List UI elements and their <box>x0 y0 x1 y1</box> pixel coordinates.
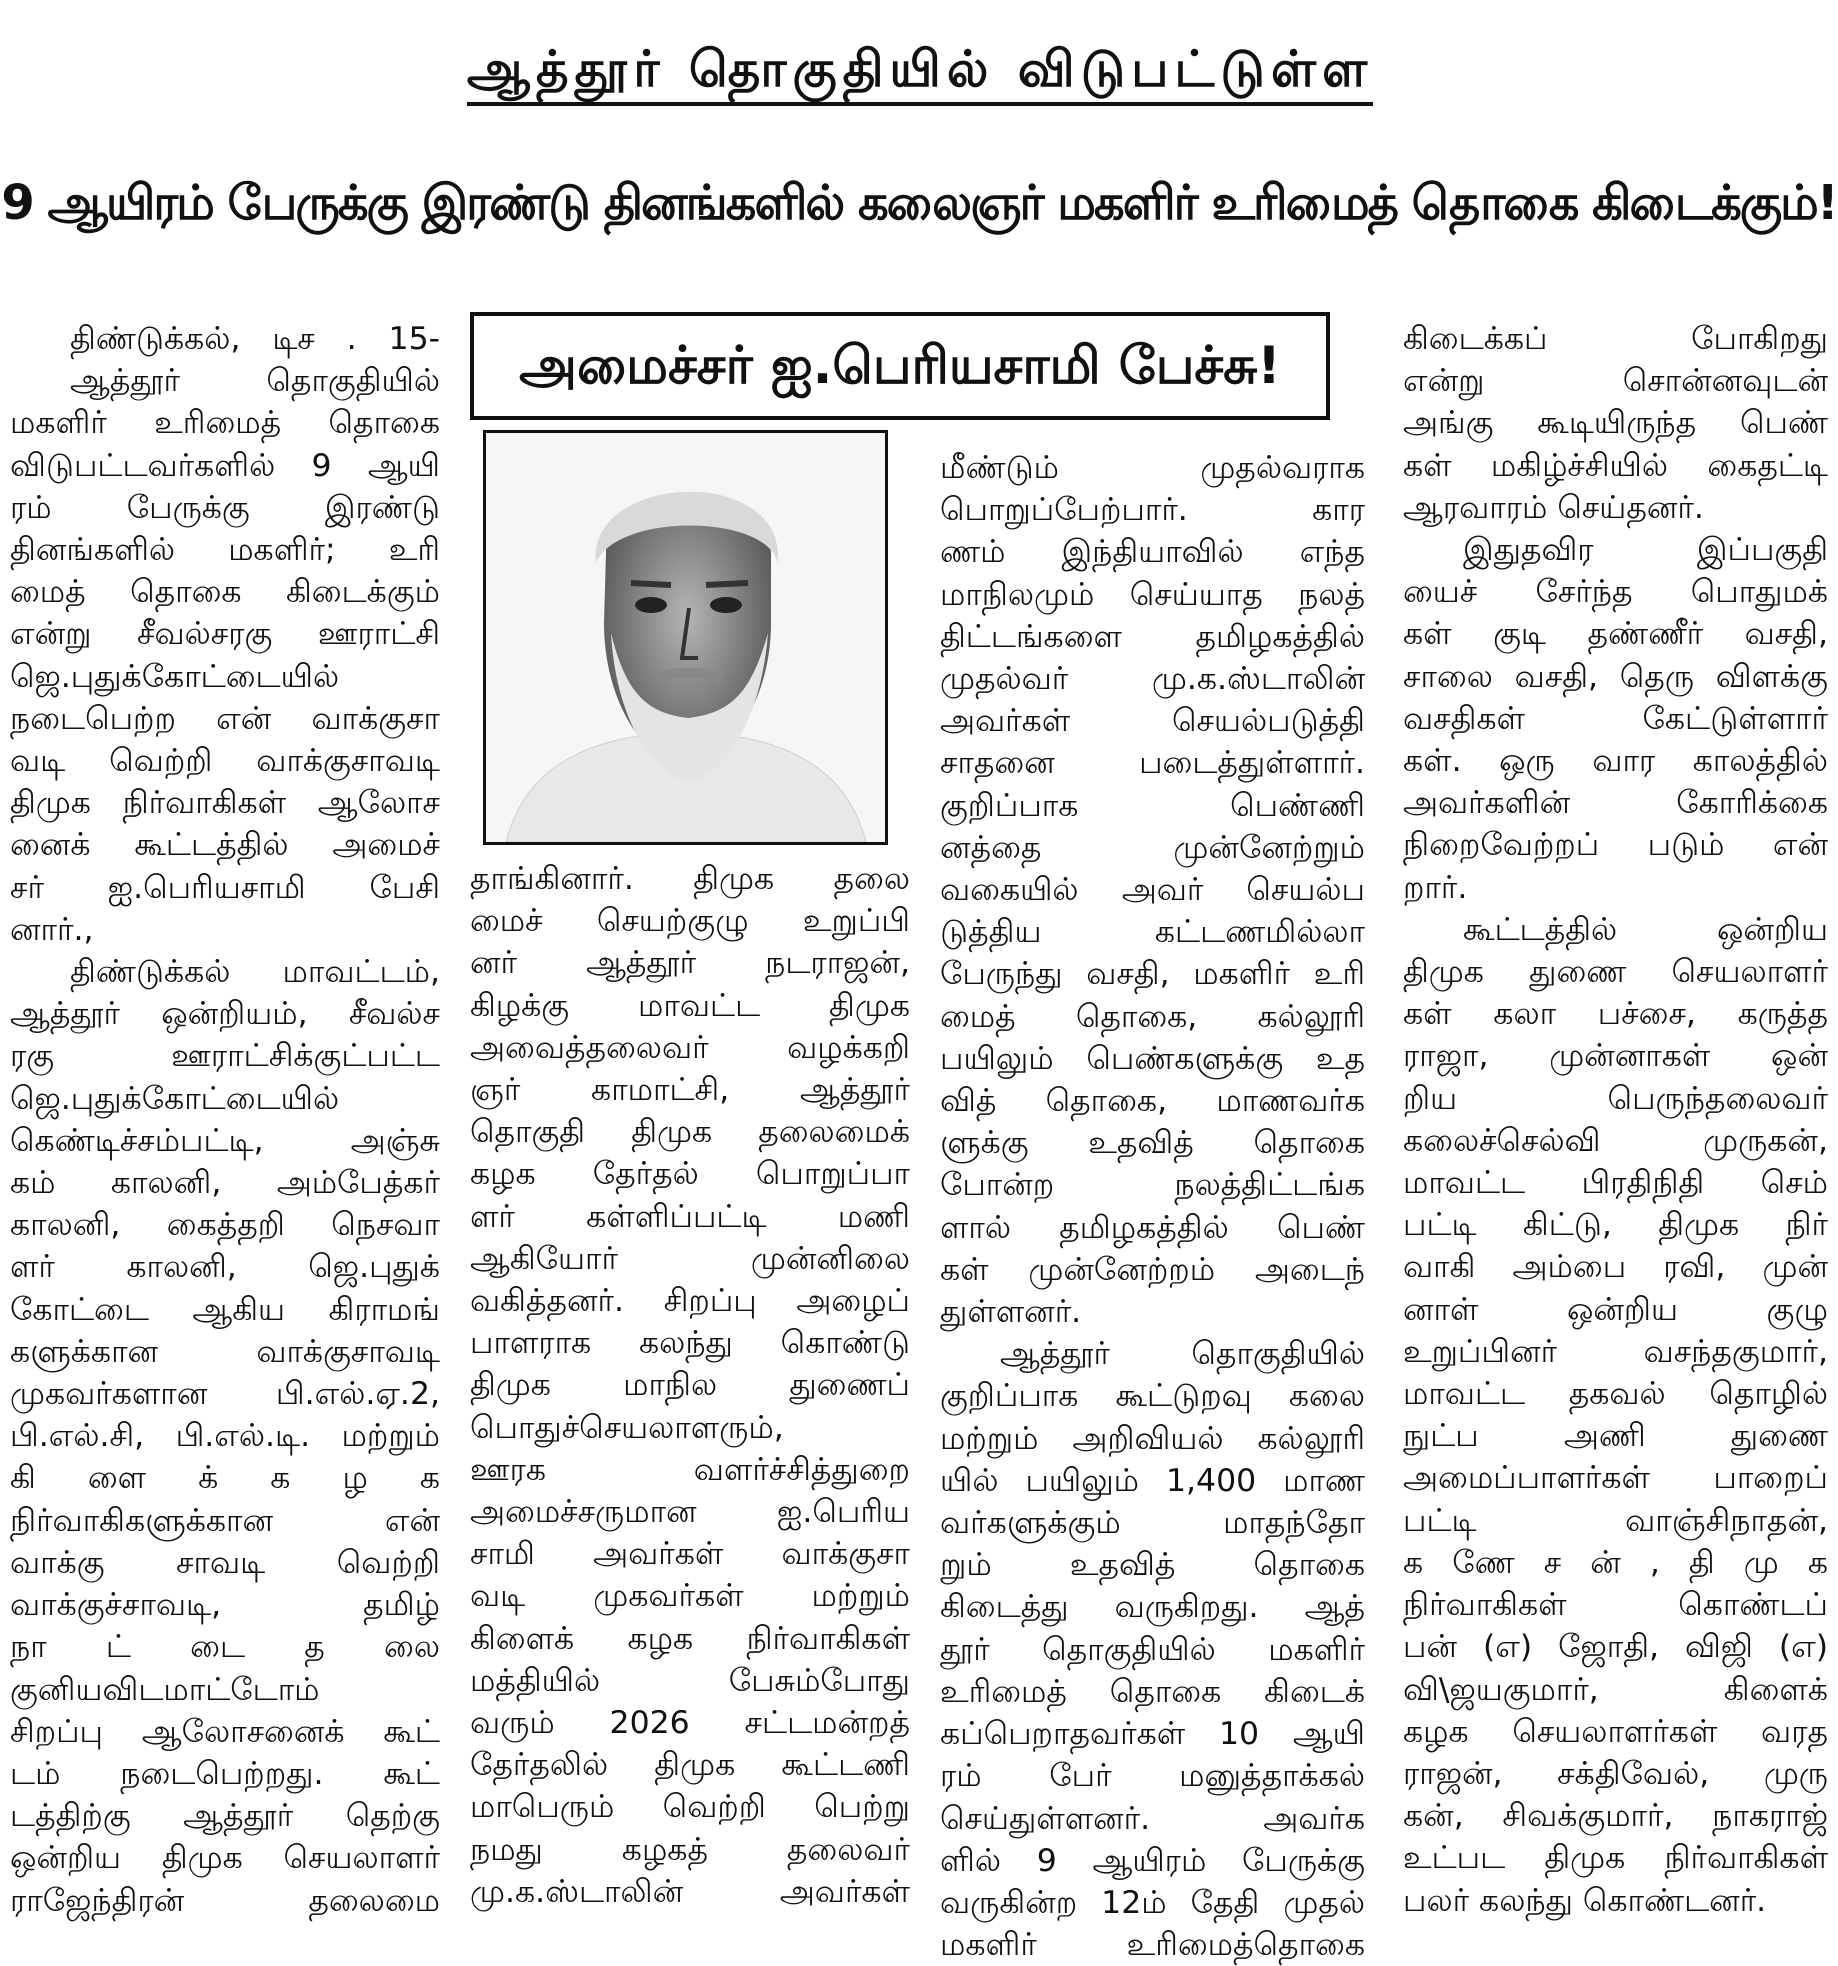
text-line: வித் தொகை, மாணவர்க <box>940 1083 1365 1120</box>
text-line: துள்ளனர். <box>940 1294 1082 1331</box>
text-line: கள் மகிழ்ச்சியில் கைதட்டி <box>1403 447 1828 484</box>
text-line: முகவர்களான பி.எல்.ஏ.2, <box>10 1376 440 1413</box>
text-line: வகித்தனர். சிறப்பு அழைப் <box>470 1283 910 1320</box>
text-line: முதல்வர் மு.க.ஸ்டாலின் <box>940 661 1365 698</box>
text-line: மற்றும் அறிவியல் கல்லூரி <box>940 1420 1365 1457</box>
text-line: திமுக மாநில துணைப் <box>470 1367 910 1404</box>
text-line: ஆகியோர் முன்னிலை <box>470 1240 910 1277</box>
text-line: கிழக்கு மாவட்ட திமுக <box>470 987 910 1024</box>
text-line: கள். ஒரு வார காலத்தில் <box>1403 743 1828 780</box>
text-line: குறிப்பாக பெண்ணி <box>940 787 1365 824</box>
text-line: டுத்திய கட்டணமில்லா <box>940 914 1365 951</box>
text-line: ஒன்றிய திமுக செயலாளர் <box>10 1840 440 1877</box>
text-line: பட்டி வாஞ்சிநாதன், <box>1403 1502 1828 1539</box>
text-line: கழக செயலாளர்கள் வரத <box>1403 1713 1828 1750</box>
text-line: ஆத்தூர் தொகுதியில் <box>1000 1336 1365 1373</box>
text-line: மகளிர் உரிமைத் தொகை <box>10 405 440 442</box>
text-line: கிளைக் கழக நிர்வாகிகள் <box>470 1620 910 1657</box>
article-column-1 <box>10 318 440 1922</box>
text-line: கம் காலனி, அம்பேத்கர் <box>10 1165 440 1202</box>
text-line: தொகுதி திமுக தலைமைக் <box>470 1114 910 1151</box>
text-line: பொதுச்செயலாளரும், <box>470 1409 784 1446</box>
text-line: கூட்டத்தில் ஒன்றிய <box>1463 911 1828 948</box>
text-line: திட்டங்களை தமிழகத்தில் <box>940 618 1365 655</box>
text-line: பொறுப்பேற்பார். கார <box>940 492 1365 529</box>
text-line: நிர்வாகிகளுக்கான என் <box>10 1502 440 1539</box>
text-line: ஊரக வளர்ச்சித்துறை <box>470 1451 910 1488</box>
text-line: ணம் இந்தியாவில் எந்த <box>940 534 1365 571</box>
text-line: மாநிலமும் செய்யாத நலத் <box>940 576 1365 613</box>
text-line: வி\ஜயகுமார், கிளைக் <box>1403 1671 1828 1708</box>
text-line: னார்., <box>10 911 94 948</box>
text-line: வாக்கு சாவடி வெற்றி <box>10 1544 440 1581</box>
main-headline: 9 ஆயிரம் பேருக்கு இரண்டு தினங்களில் கலைஞர் மகளிர் உரிமைத் தொகை கிடைக்கும்! <box>1 175 1837 231</box>
text-line: அவர்கள் செயல்படுத்தி <box>940 703 1365 740</box>
subheadline-box: அமைச்சர் ஐ.பெரியசாமி பேச்சு! <box>470 312 1330 420</box>
kicker-text: ஆத்தூர் தொகுதியில் விடுபட்டுள்ள <box>467 36 1373 106</box>
text-line: கன், சிவக்குமார், நாகராஜ் <box>1403 1798 1828 1835</box>
text-line: என்று சொன்னவுடன் <box>1403 363 1828 400</box>
text-line: மைத் தொகை கிடைக்கும் <box>10 574 440 611</box>
text-line: கள் குடி தண்ணீர் வசதி, <box>1403 616 1828 653</box>
text-line: வர்களுக்கும் மாதந்தோ <box>940 1505 1365 1542</box>
text-line: மைச் செயற்குழு உறுப்பி <box>470 903 910 940</box>
text-line: னாள் ஒன்றிய குழு <box>1403 1291 1828 1328</box>
text-line: பலர் கலந்து கொண்டனர். <box>1403 1882 1767 1919</box>
text-line: உரிமைத் தொகை கிடைக் <box>940 1673 1365 1710</box>
text-line: ரம் பேருக்கு இரண்டு <box>10 489 440 526</box>
text-line: குறிப்பாக கூட்டுறவு கலை <box>940 1378 1365 1415</box>
text-line: பட்டி கிட்டு, திமுக நிர் <box>1403 1207 1828 1244</box>
text-line: மத்தியில் பேசும்போது <box>470 1662 910 1699</box>
text-line: பாளராக கலந்து கொண்டு <box>470 1325 910 1362</box>
text-line: னைக் கூட்டத்தில் அமைச் <box>10 827 440 864</box>
text-line: வகையில் அவர் செயல்ப <box>940 872 1365 909</box>
article-column-3 <box>940 447 1365 1966</box>
text-line: காலனி, கைத்தறி நெசவா <box>10 1207 440 1244</box>
text-line: உட்பட திமுக நிர்வாகிகள் <box>1403 1840 1828 1877</box>
text-line: சாதனை படைத்துள்ளார். <box>940 745 1365 782</box>
text-line: சிறப்பு ஆலோசனைக் கூட் <box>10 1713 440 1750</box>
text-line: ராஜேந்திரன் தலைமை <box>10 1882 440 1919</box>
text-line: வரும் 2026 சட்டமன்றத் <box>470 1705 910 1742</box>
text-line: மீண்டும் முதல்வராக <box>940 450 1365 486</box>
text-line: கழக தேர்தல் பொறுப்பா <box>470 1156 910 1193</box>
text-line: என்று சீவல்சரகு ஊராட்சி <box>10 616 440 653</box>
text-line: ரகு ஊராட்சிக்குட்பட்ட <box>10 1038 440 1075</box>
text-line: அங்கு கூடியிருந்த பெண் <box>1403 405 1828 442</box>
text-line: நிர்வாகிகள் கொண்டப் <box>1403 1587 1828 1624</box>
text-line: மாபெரும் வெற்றி பெற்று <box>470 1789 910 1826</box>
text-line: ளர் காலனி, ஜெ.புதுக் <box>10 1249 440 1286</box>
text-line: திண்டுக்கல் மாவட்டம், <box>70 954 440 991</box>
text-line: மகளிர் உரிமைத்தொகை <box>940 1927 1365 1964</box>
text-line: ளால் தமிழகத்தில் பெண் <box>940 1209 1365 1246</box>
text-line: றிய பெருந்தலைவர் <box>1403 1080 1828 1117</box>
text-line: சர் ஐ.பெரியசாமி பேசி <box>10 869 440 906</box>
dateline: திண்டுக்கல், டிச . 15- <box>70 321 440 357</box>
text-line: குனியவிடமாட்டோம் <box>10 1671 320 1708</box>
text-line: தேர்தலில் திமுக கூட்டணி <box>470 1747 910 1784</box>
text-line: நிறைவேற்றப் படும் என் <box>1403 827 1828 864</box>
text-line: பி.எல்.சி, பி.எல்.டி. மற்றும் <box>10 1418 440 1455</box>
text-line: ளர் கள்ளிப்பட்டி மணி <box>470 1198 910 1235</box>
text-line: சாமி அவர்கள் வாக்குசா <box>470 1536 910 1573</box>
text-line: டம் நடைபெற்றது. கூட் <box>10 1755 440 1792</box>
text-line: ராஜா, முன்னாகள் ஒன் <box>1403 1038 1828 1075</box>
text-line: பயிலும் பெண்களுக்கு உத <box>940 1040 1365 1077</box>
text-line: நமது கழகத் தலைவர் <box>470 1831 910 1868</box>
minister-portrait-photo <box>483 430 888 845</box>
text-line: வசதிகள் கேட்டுள்ளார் <box>1403 700 1828 737</box>
text-line: தாங்கினார். திமுக தலை <box>470 861 910 897</box>
text-line: நா ட் டை த லை <box>10 1629 440 1666</box>
text-line: ஆத்தூர் தொகுதியில் <box>70 363 440 400</box>
text-line: அமைப்பாளர்கள் பாறைப் <box>1403 1460 1828 1497</box>
text-line: மாவட்ட தகவல் தொழில் <box>1403 1376 1828 1413</box>
text-line: உறுப்பினர் வசந்தகுமார், <box>1403 1333 1828 1370</box>
text-line: கி ளை க் க ழ க <box>10 1460 440 1497</box>
text-line: கப்பெறாதவர்கள் 10 ஆயி <box>940 1716 1365 1753</box>
text-line: நடைபெற்ற என் வாக்குசா <box>10 700 440 737</box>
text-line: சாலை வசதி, தெரு விளக்கு <box>1403 658 1828 695</box>
article-column-4 <box>1403 318 1828 1922</box>
kicker-headline <box>380 34 1460 104</box>
text-line: றார். <box>1403 869 1468 906</box>
text-line: அவைத்தலைவர் வழக்கறி <box>470 1029 910 1066</box>
text-line: மைத் தொகை, கல்லூரி <box>940 998 1365 1035</box>
text-line: வருகின்ற 12ம் தேதி முதல் <box>940 1884 1365 1921</box>
text-line: மு.க.ஸ்டாலின் அவர்கள் <box>470 1873 910 1910</box>
text-line: ஆரவாரம் செய்தனர். <box>1403 489 1704 526</box>
text-line: டத்திற்கு ஆத்தூர் தெற்கு <box>10 1798 440 1835</box>
text-line: வாக்குச்சாவடி, தமிழ் <box>10 1587 440 1624</box>
text-line: யில் பயிலும் 1,400 மாண <box>940 1462 1365 1499</box>
text-line: தூர் தொகுதியில் மகளிர் <box>940 1631 1365 1668</box>
text-line: கள் முன்னேற்றம் அடைந் <box>940 1251 1365 1288</box>
text-line: இதுதவிர இப்பகுதி <box>1463 532 1828 569</box>
text-line: கிடைத்து வருகிறது. ஆத் <box>940 1589 1365 1626</box>
text-line: தினங்களில் மகளிர்; உரி <box>10 532 440 569</box>
text-line: திமுக நிர்வாகிகள் ஆலோச <box>10 785 440 822</box>
text-line: செய்துள்ளனர். அவர்க <box>940 1800 1365 1837</box>
text-line: வாகி அம்பை ரவி, முன் <box>1403 1249 1828 1286</box>
text-line: ளில் 9 ஆயிரம் பேருக்கு <box>940 1842 1365 1879</box>
text-line: பன் (எ) ஜோதி, விஜி (எ) <box>1403 1629 1828 1666</box>
text-line: களுக்கான வாக்குசாவடி <box>10 1333 440 1370</box>
text-line: கெண்டிச்சம்பட்டி, அஞ்சு <box>10 1122 440 1159</box>
text-line: கிடைக்கப் போகிறது <box>1403 321 1828 357</box>
text-line: அவர்களின் கோரிக்கை <box>1403 785 1828 822</box>
text-line: றும் உதவித் தொகை <box>940 1547 1365 1584</box>
text-line: யைச் சேர்ந்த பொதுமக் <box>1403 574 1828 611</box>
text-line: கோட்டை ஆகிய கிராமங் <box>10 1291 440 1328</box>
text-line: கலைச்செல்வி முருகன், <box>1403 1122 1828 1159</box>
text-line: க ணே ச ன் , தி மு க <box>1403 1544 1828 1581</box>
text-line: வடி முகவர்கள் மற்றும் <box>470 1578 910 1615</box>
text-line: ஞர் காமாட்சி, ஆத்தூர் <box>470 1072 910 1109</box>
text-line: னத்தை முன்னேற்றும் <box>940 829 1365 866</box>
text-line: திமுக துணை செயலாளர் <box>1403 954 1828 991</box>
text-line: மாவட்ட பிரதிநிதி செம் <box>1403 1165 1828 1202</box>
text-line: போன்ற நலத்திட்டங்க <box>940 1167 1365 1204</box>
text-line: ராஜன், சக்திவேல், முரு <box>1403 1755 1828 1792</box>
article-column-2 <box>470 858 910 1913</box>
portrait-illustration <box>486 433 885 842</box>
text-line: வடி வெற்றி வாக்குசாவடி <box>10 743 440 780</box>
text-line: ளுக்கு உதவித் தொகை <box>940 1125 1365 1162</box>
text-line: அமைச்சருமான ஐ.பெரிய <box>470 1494 910 1531</box>
text-line: ஆத்தூர் ஒன்றியம், சீவல்ச <box>10 996 440 1033</box>
text-line: கள் கலா பச்சை, கருத்த <box>1403 996 1828 1033</box>
text-line: னர் ஆத்தூர் நடராஜன், <box>470 945 910 982</box>
text-line: பேருந்து வசதி, மகளிர் உரி <box>940 956 1365 993</box>
text-line: ஜெ.புதுக்கோட்டையில் <box>10 658 340 695</box>
text-line: நுட்ப அணி துணை <box>1403 1418 1828 1455</box>
text-line: ரம் பேர் மனுத்தாக்கல் <box>940 1758 1365 1795</box>
text-line: விடுபட்டவர்களில் 9 ஆயி <box>10 447 440 484</box>
text-line: ஜெ.புதுக்கோட்டையில் <box>10 1080 340 1117</box>
